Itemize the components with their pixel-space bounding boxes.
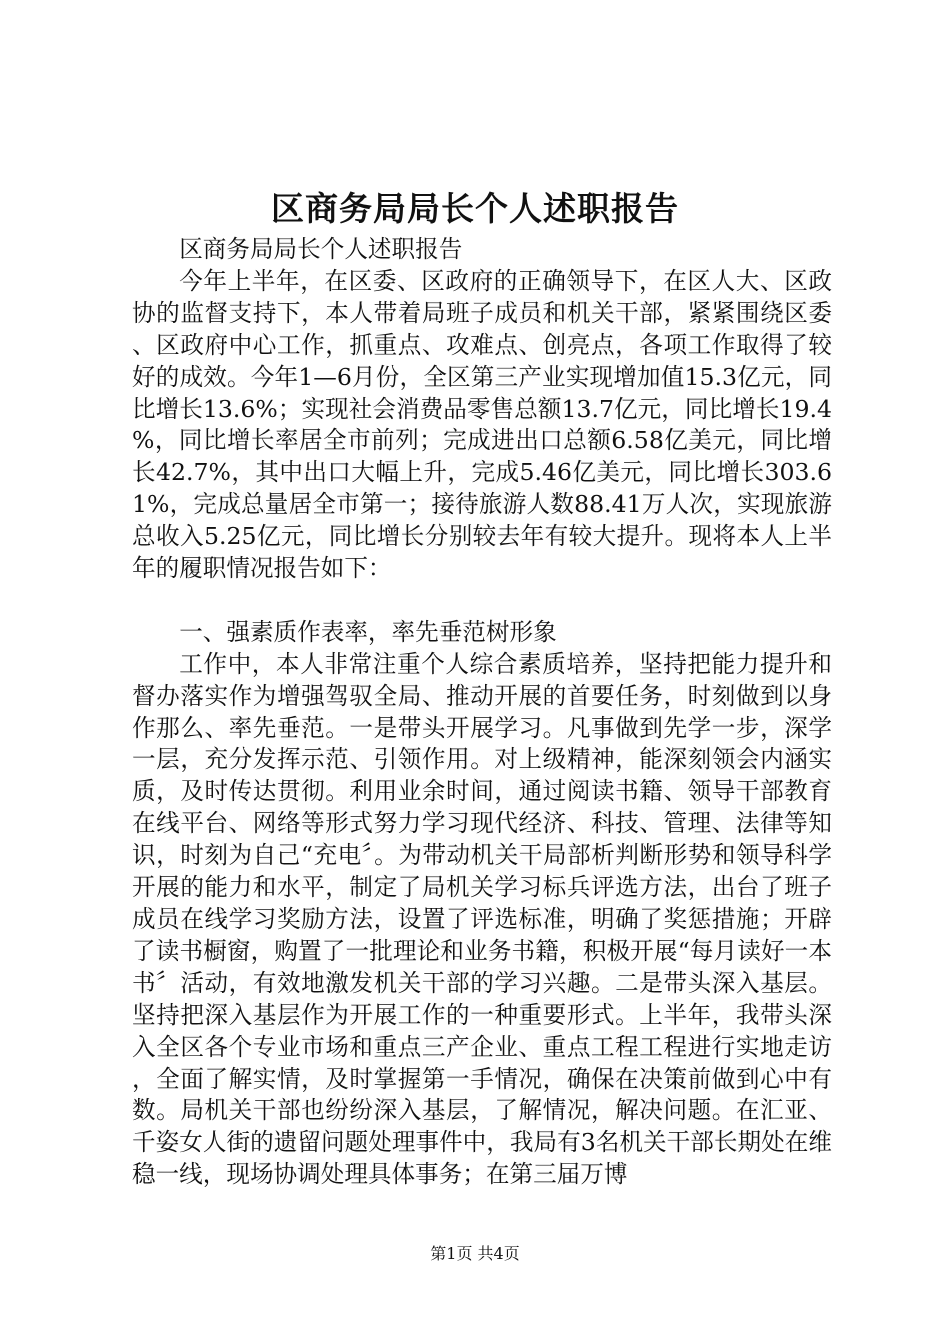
section-paragraph: 工作中，本人非常注重个人综合素质培养，坚持把能力提升和督办落实作为增强驾驭全局、推动开展的首要任务，时刻做到以身作那么、率先垂范。一是带头开展学习。凡事做到先学一步，深学一层，充分发挥示范、引领作用。对上级精神，能深刻领会内涵实质，及时传达贯彻。利用业余时间，通过阅读书籍、领导干部教育在线平台、网络等形式努力学习现代经济、科技、管理、法律等知识，时刻为自己“充电〞。为带动机关干局部析判断形势和领导科学开展的能力和水平，制定了局机关学习标兵评选方法，出台了班子成员在线学习奖励方法，设置了评选标准，明确了奖惩措施；开辟了读书橱窗，购置了一批理论和业务书籍，积极开展“每月读好一本书〞活动，有效地激发机关干部的学习兴趣。二是带头深入基层。坚持把深入基层作为开展工作的一种重要形式。上半年，我带头深入全区各个专业市场和重点三产企业、重点工程工程进行实地走访，全面了解实情，及时掌握第一手情况，确保在决策前做到心中有数。局机关干部也纷纷深入基层，了解情况，解决问题。在汇亚、千姿女人街的遗留问题处理事件中，我局有3名机关干部长期处在维稳一线，现场协调处理具体事务；在第三届万博 <box>132 649 832 1189</box>
document-title: 区商务局局长个人述职报告 <box>271 189 679 228</box>
page-footer: 第1页 共4页 <box>430 1244 520 1263</box>
paragraph-spacer <box>132 585 832 617</box>
section-heading: 一、强素质作表率，率先垂范树形象 <box>179 617 557 646</box>
subtitle-paragraph: 区商务局局长个人述职报告 <box>179 235 463 263</box>
document-body <box>132 234 832 1191</box>
intro-paragraph: 今年上半年，在区委、区政府的正确领导下，在区人大、区政协的监督支持下，本人带着局班子成员和机关干部，紧紧围绕区委、区政府中心工作，抓重点、攻难点、创亮点，各项工作取得了较好的成效。今年1—6月份，全区第三产业实现增加值15.3亿元，同比增长13.6%；实现社会消费品零售总额13.7亿元，同比增长19.4%，同比增长率居全市前列；完成进出口总额6.58亿美元，同比增长42.7%，其中出口大幅上升，完成5.46亿美元，同比增长303.61%，完成总量居全市第一；接待旅游人数88.41万人次，实现旅游总收入5.25亿元，同比增长分别较去年有较大提升。现将本人上半年的履职情况报告如下： <box>132 266 832 583</box>
